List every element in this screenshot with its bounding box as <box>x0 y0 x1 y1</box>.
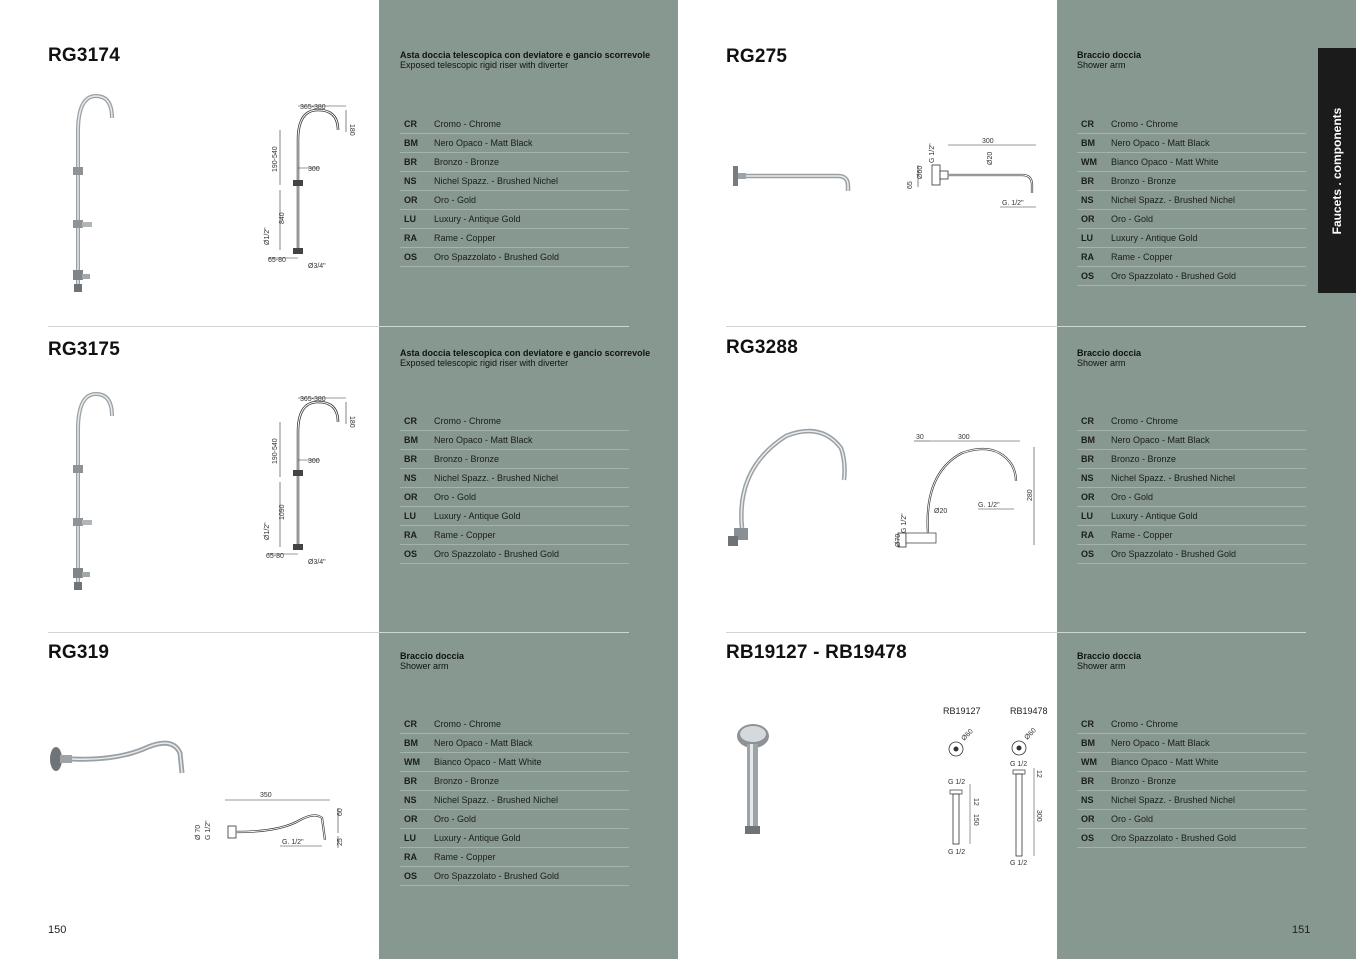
finish-name: Nichel Spazz. - Brushed Nichel <box>434 176 559 186</box>
finish-code: CR <box>1081 719 1094 729</box>
finish-name: Luxury - Antique Gold <box>1111 511 1198 521</box>
finish-code: BM <box>404 738 418 748</box>
finish-row[interactable] <box>400 526 629 545</box>
description-italian: Braccio doccia <box>400 651 465 661</box>
finish-code: CR <box>404 719 417 729</box>
dim-label: G. 1/2" <box>1002 200 1024 207</box>
finish-code: NS <box>1081 795 1094 805</box>
finish-code: NS <box>404 473 417 483</box>
product-description <box>400 50 650 70</box>
finish-code: BR <box>1081 176 1094 186</box>
dim-label: 65-80 <box>266 553 284 560</box>
finish-row[interactable] <box>400 734 629 753</box>
finish-name: Cromo - Chrome <box>1111 119 1179 129</box>
finish-row[interactable] <box>400 431 629 450</box>
product-photo <box>60 92 130 297</box>
dim-label: Ø3/4" <box>308 263 326 270</box>
finish-name: Bronzo - Bronze <box>434 454 500 464</box>
dim-label: 12 <box>972 798 979 806</box>
finish-row[interactable] <box>400 829 629 848</box>
description-italian: Braccio doccia <box>1077 651 1142 661</box>
finish-code: RA <box>404 852 417 862</box>
dim-label: 190-540 <box>272 146 279 172</box>
finish-name: Oro - Gold <box>434 492 477 502</box>
finish-row[interactable] <box>1077 734 1306 753</box>
finish-name: Oro Spazzolato - Brushed Gold <box>1111 549 1237 559</box>
finish-code: BR <box>1081 776 1094 786</box>
product-description <box>1077 348 1141 368</box>
finish-row[interactable] <box>1077 172 1306 191</box>
finish-name: Rame - Copper <box>434 233 496 243</box>
finish-row[interactable] <box>400 791 629 810</box>
dim-label: 30 <box>916 434 924 441</box>
variant-label: RB19478 <box>1010 706 1048 716</box>
dim-label: 180 <box>348 416 355 428</box>
finish-name: Oro - Gold <box>1111 214 1154 224</box>
dim-label: Ø60 <box>960 728 975 743</box>
product-code: RG3288 <box>726 337 798 358</box>
technical-drawing <box>894 433 1044 551</box>
finish-name: Oro - Gold <box>434 195 477 205</box>
finish-row[interactable] <box>400 115 629 134</box>
finish-code: NS <box>404 176 417 186</box>
finish-row[interactable] <box>1077 829 1306 848</box>
finish-row[interactable] <box>400 210 629 229</box>
dim-label: G. 1/2" <box>978 502 1000 509</box>
finish-row[interactable] <box>1077 507 1306 526</box>
finish-code: NS <box>1081 195 1094 205</box>
finish-row[interactable] <box>1077 229 1306 248</box>
finish-code: OR <box>1081 814 1095 824</box>
finish-name: Luxury - Antique Gold <box>1111 233 1198 243</box>
product-photo <box>726 428 851 550</box>
finish-name: Oro Spazzolato - Brushed Gold <box>434 549 560 559</box>
dim-label: Ø1/2" <box>264 522 271 540</box>
finish-name: Luxury - Antique Gold <box>434 511 521 521</box>
dim-label: G 1/2 <box>948 849 966 856</box>
product-photo <box>730 160 855 196</box>
finish-name: Nichel Spazz. - Brushed Nichel <box>434 795 559 805</box>
dim-label: G 1/2" <box>929 143 936 163</box>
dim-label: G 1/2" <box>901 513 908 533</box>
finish-code: WM <box>1081 157 1097 167</box>
dim-label: 365-380 <box>300 396 326 403</box>
finish-code: BR <box>1081 454 1094 464</box>
finish-code: WM <box>404 757 420 767</box>
finish-name: Nero Opaco - Matt Black <box>1111 435 1210 445</box>
finish-name: Rame - Copper <box>434 530 496 540</box>
product-description <box>400 651 464 671</box>
finish-row[interactable] <box>400 412 629 431</box>
finish-code: OS <box>1081 833 1095 843</box>
finish-name: Luxury - Antique Gold <box>434 833 521 843</box>
finish-name: Oro - Gold <box>434 814 477 824</box>
section-tab[interactable] <box>1318 48 1356 293</box>
finish-row[interactable] <box>400 153 629 172</box>
finish-name: Nero Opaco - Matt Black <box>434 138 533 148</box>
dim-label: 65-80 <box>268 257 286 264</box>
description-english: Shower arm <box>1077 358 1126 368</box>
finish-code: NS <box>1081 473 1094 483</box>
finish-row[interactable] <box>1077 153 1306 172</box>
finish-row[interactable] <box>400 488 629 507</box>
page-number-right: 151 <box>1292 924 1311 936</box>
finish-code: OR <box>1081 214 1095 224</box>
finish-name: Cromo - Chrome <box>434 416 502 426</box>
finish-code: RA <box>404 530 417 540</box>
finish-code: CR <box>404 416 417 426</box>
finish-name: Cromo - Chrome <box>434 719 502 729</box>
finish-name: Oro Spazzolato - Brushed Gold <box>434 252 560 262</box>
finish-row[interactable] <box>1077 526 1306 545</box>
description-english: Shower arm <box>1077 661 1126 671</box>
dim-label: 25 <box>337 838 344 846</box>
finish-code: BR <box>404 157 417 167</box>
finish-name: Nichel Spazz. - Brushed Nichel <box>1111 195 1236 205</box>
description-english: Exposed telescopic rigid riser with diverter <box>400 60 569 70</box>
finish-row[interactable] <box>1077 715 1306 734</box>
finish-table <box>400 115 629 267</box>
finish-table <box>1077 115 1306 286</box>
finish-code: RA <box>1081 530 1094 540</box>
finish-code: LU <box>404 833 416 843</box>
finish-name: Oro Spazzolato - Brushed Gold <box>1111 833 1237 843</box>
finish-row[interactable] <box>400 450 629 469</box>
finish-row[interactable] <box>1077 545 1306 564</box>
technical-drawing <box>190 788 350 853</box>
finish-row[interactable] <box>1077 267 1306 286</box>
finish-code: OR <box>404 195 418 205</box>
page-number-left: 150 <box>48 924 67 936</box>
finish-name: Oro - Gold <box>1111 814 1154 824</box>
finish-row[interactable] <box>400 848 629 867</box>
finish-row[interactable] <box>1077 450 1306 469</box>
dim-label: 300 <box>958 434 970 441</box>
finish-name: Nichel Spazz. - Brushed Nichel <box>1111 473 1236 483</box>
finish-code: BM <box>404 435 418 445</box>
dim-label: 12 <box>1035 770 1042 778</box>
product-code: RG319 <box>48 642 110 663</box>
dim-label: 365-380 <box>300 104 326 111</box>
dim-label: G. 1/2" <box>282 839 304 846</box>
finish-name: Rame - Copper <box>434 852 496 862</box>
finish-code: LU <box>1081 511 1093 521</box>
finish-code: LU <box>404 214 416 224</box>
dim-label: 180 <box>348 124 355 136</box>
product-description <box>400 348 650 368</box>
finish-code: RA <box>404 233 417 243</box>
dim-label: Ø 70 <box>195 824 202 840</box>
finish-code: OR <box>404 492 418 502</box>
finish-code: BM <box>404 138 418 148</box>
technical-drawing <box>940 724 1050 869</box>
dim-label: 190-540 <box>272 438 279 464</box>
finish-table <box>1077 715 1306 848</box>
finish-code: OS <box>404 549 418 559</box>
finish-code: OS <box>404 871 418 881</box>
finish-code: WM <box>1081 757 1097 767</box>
finish-row[interactable] <box>1077 134 1306 153</box>
finish-name: Nero Opaco - Matt Black <box>1111 138 1210 148</box>
finish-code: CR <box>1081 119 1094 129</box>
finish-row[interactable] <box>400 753 629 772</box>
description-italian: Asta doccia telescopica con deviatore e gancio scorrevole <box>400 50 651 60</box>
finish-row[interactable] <box>1077 488 1306 507</box>
finish-row[interactable] <box>1077 115 1306 134</box>
dim-label: G 1/2 <box>948 779 966 786</box>
finish-code: RA <box>1081 252 1094 262</box>
section-divider <box>48 632 629 633</box>
dim-label: Ø20 <box>934 508 948 515</box>
dim-label: Ø1/2" <box>264 227 271 245</box>
dim-label: 350 <box>260 792 272 799</box>
finish-name: Rame - Copper <box>1111 530 1173 540</box>
finish-name: Bronzo - Bronze <box>1111 454 1177 464</box>
finish-name: Bronzo - Bronze <box>1111 176 1177 186</box>
product-code: RG3175 <box>48 339 120 360</box>
finish-name: Cromo - Chrome <box>1111 719 1179 729</box>
section-tab-label: Faucets . components <box>1330 107 1344 234</box>
finish-code: OR <box>1081 492 1095 502</box>
product-photo <box>48 735 193 780</box>
dim-label: Ø20 <box>987 151 994 165</box>
dim-label: 300 <box>982 138 994 145</box>
finish-row[interactable] <box>1077 191 1306 210</box>
description-english: Shower arm <box>1077 60 1126 70</box>
description-english: Exposed telescopic rigid riser with diverter <box>400 358 569 368</box>
finish-name: Nichel Spazz. - Brushed Nichel <box>434 473 559 483</box>
finish-row[interactable] <box>400 507 629 526</box>
finish-row[interactable] <box>1077 791 1306 810</box>
finish-name: Bianco Opaco - Matt White <box>1111 157 1219 167</box>
dim-label: 300 <box>1035 810 1042 822</box>
finish-row[interactable] <box>1077 772 1306 791</box>
finish-name: Rame - Copper <box>1111 252 1173 262</box>
dim-label: 65 <box>907 181 914 189</box>
finish-row[interactable] <box>400 134 629 153</box>
finish-row[interactable] <box>1077 412 1306 431</box>
finish-code: OS <box>1081 549 1095 559</box>
dim-label: 60 <box>337 808 344 816</box>
finish-table <box>1077 412 1306 564</box>
dim-label: 1090 <box>279 504 286 520</box>
finish-name: Bronzo - Bronze <box>434 776 500 786</box>
dim-label: 280 <box>1027 489 1034 501</box>
product-photo <box>60 390 130 595</box>
finish-code: NS <box>404 795 417 805</box>
finish-code: LU <box>1081 233 1093 243</box>
finish-code: BR <box>404 776 417 786</box>
finish-name: Oro - Gold <box>1111 492 1154 502</box>
finish-row[interactable] <box>400 229 629 248</box>
finish-row[interactable] <box>1077 210 1306 229</box>
finish-row[interactable] <box>400 469 629 488</box>
dim-label: G 1/2" <box>205 820 212 840</box>
finish-name: Nero Opaco - Matt Black <box>434 738 533 748</box>
finish-row[interactable] <box>400 867 629 886</box>
technical-drawing <box>900 135 1050 215</box>
dim-label: 300 <box>308 458 320 465</box>
finish-row[interactable] <box>1077 248 1306 267</box>
finish-name: Nero Opaco - Matt Black <box>434 435 533 445</box>
finish-name: Bronzo - Bronze <box>1111 776 1177 786</box>
finish-code: BM <box>1081 138 1095 148</box>
finish-row[interactable] <box>400 772 629 791</box>
finish-table <box>400 715 629 886</box>
finish-code: CR <box>1081 416 1094 426</box>
finish-name: Oro Spazzolato - Brushed Gold <box>434 871 560 881</box>
technical-drawing <box>258 392 368 570</box>
product-code: RG275 <box>726 46 788 67</box>
finish-name: Bianco Opaco - Matt White <box>434 757 542 767</box>
finish-row[interactable] <box>400 191 629 210</box>
finish-row[interactable] <box>1077 810 1306 829</box>
product-code: RB19127 - RB19478 <box>726 642 907 663</box>
dim-label: 840 <box>279 212 286 224</box>
finish-name: Nero Opaco - Matt Black <box>1111 738 1210 748</box>
description-italian: Asta doccia telescopica con deviatore e gancio scorrevole <box>400 348 651 358</box>
finish-name: Luxury - Antique Gold <box>434 214 521 224</box>
finish-code: OS <box>404 252 418 262</box>
description-italian: Braccio doccia <box>1077 348 1142 358</box>
dim-label: G 1/2 <box>1010 761 1028 768</box>
finish-name: Nichel Spazz. - Brushed Nichel <box>1111 795 1236 805</box>
product-description <box>1077 651 1141 671</box>
dim-label: G 1/2 <box>1010 860 1028 867</box>
dim-label: Ø70 <box>895 533 902 547</box>
finish-row[interactable] <box>400 810 629 829</box>
finish-row[interactable] <box>400 248 629 267</box>
finish-code: BM <box>1081 738 1095 748</box>
dim-label: Ø60 <box>1023 727 1038 742</box>
dim-label: Ø3/4" <box>308 559 326 566</box>
dim-label: 150 <box>972 814 979 826</box>
finish-row[interactable] <box>1077 431 1306 450</box>
finish-code: CR <box>404 119 417 129</box>
finish-code: OS <box>1081 271 1095 281</box>
finish-row[interactable] <box>1077 469 1306 488</box>
finish-code: OR <box>404 814 418 824</box>
variant-label: RB19127 <box>943 706 981 716</box>
section-divider <box>726 326 1306 327</box>
finish-row[interactable] <box>400 172 629 191</box>
finish-name: Bianco Opaco - Matt White <box>1111 757 1219 767</box>
finish-name: Cromo - Chrome <box>1111 416 1179 426</box>
product-description <box>1077 50 1141 70</box>
finish-name: Bronzo - Bronze <box>434 157 500 167</box>
finish-code: BR <box>404 454 417 464</box>
technical-drawing <box>258 100 368 275</box>
finish-row[interactable] <box>400 545 629 564</box>
finish-code: LU <box>404 511 416 521</box>
finish-row[interactable] <box>1077 753 1306 772</box>
product-photo <box>733 722 773 840</box>
description-italian: Braccio doccia <box>1077 50 1142 60</box>
dim-label: 300 <box>308 166 320 173</box>
section-divider <box>726 632 1306 633</box>
section-divider <box>48 326 629 327</box>
finish-row[interactable] <box>400 715 629 734</box>
finish-code: BM <box>1081 435 1095 445</box>
finish-table <box>400 412 629 564</box>
finish-name: Cromo - Chrome <box>434 119 502 129</box>
finish-name: Oro Spazzolato - Brushed Gold <box>1111 271 1237 281</box>
product-code: RG3174 <box>48 45 120 66</box>
dim-label: Ø60 <box>917 165 924 179</box>
description-english: Shower arm <box>400 661 449 671</box>
